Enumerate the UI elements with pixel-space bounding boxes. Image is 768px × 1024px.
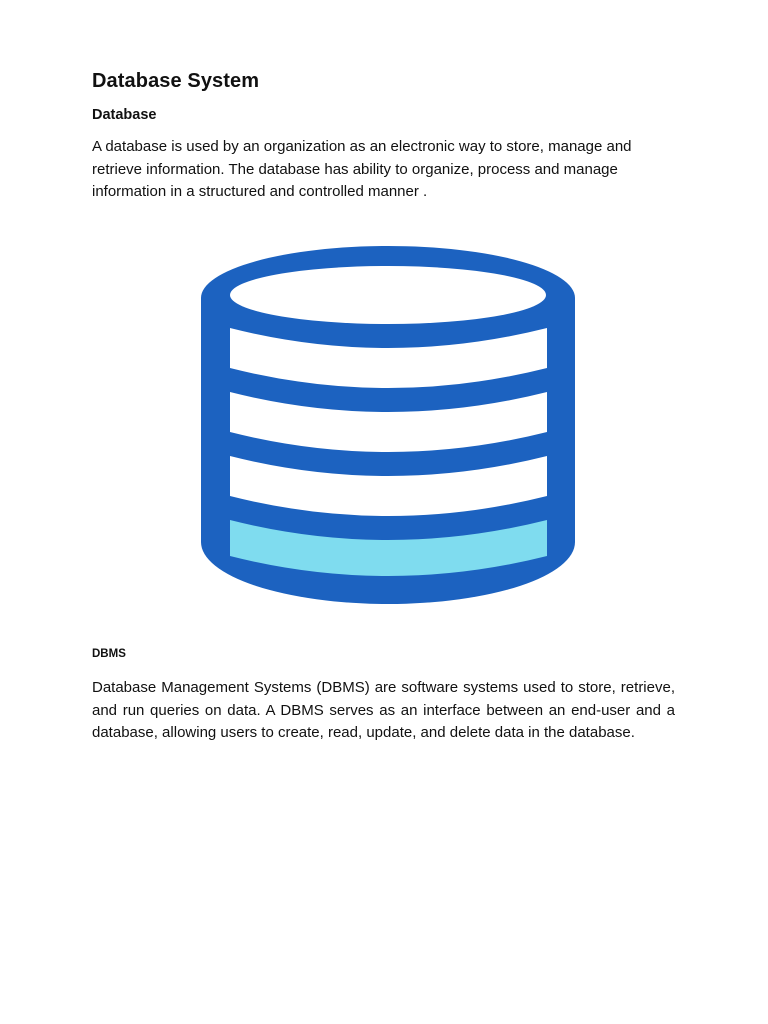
database-description: A database is used by an organization as an electronic way to store, manage and retrieve information. The database has ability to organize, process and manage information in a structured and controlled manner . bbox=[92, 138, 632, 200]
section-heading-dbms: DBMS bbox=[92, 648, 126, 660]
page-title: Database System bbox=[92, 70, 260, 92]
database-figure bbox=[195, 240, 580, 610]
section-heading-database: Database bbox=[92, 107, 157, 123]
dbms-description: Database Management Systems (DBMS) are software systems used to store, retrieve, and run queries on data. A DBMS serves as an interface between an end-user and a database, allowing users to create, read, update, and delete data in the database. bbox=[92, 679, 675, 741]
database-icon bbox=[195, 240, 580, 610]
cylinder-top bbox=[230, 266, 546, 324]
